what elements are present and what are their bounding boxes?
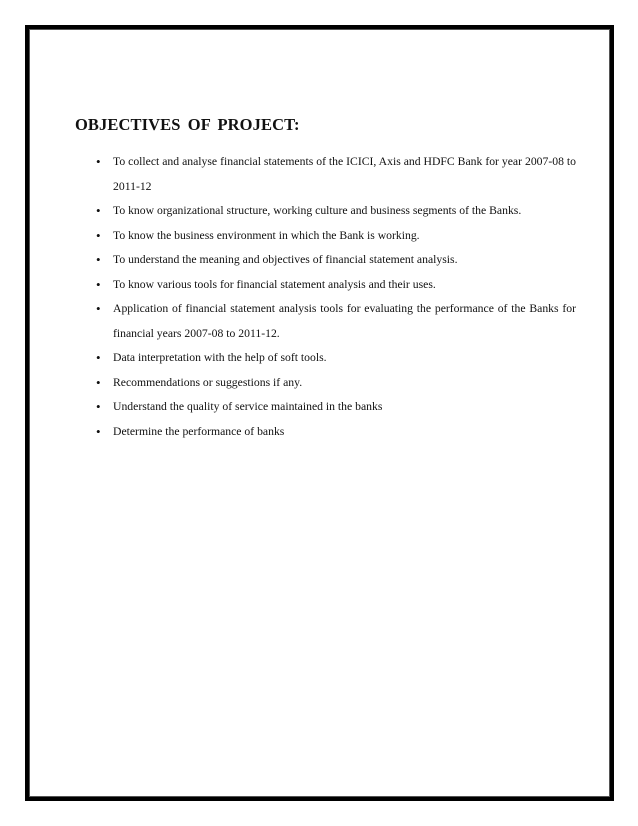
list-item-text: To know organizational structure, working culture and business segments of the Banks. (113, 204, 522, 217)
list-item-text: Data interpretation with the help of soft tools. (113, 351, 327, 364)
list-item-text: To know the business environment in which the Bank is working. (113, 228, 420, 242)
objectives-list (88, 150, 576, 444)
list-item-text: Application of financial statement analysis tools for evaluating the performance of the Banks for financial years 2007-08 to 2011-12. (113, 302, 576, 340)
bullet-icon: • (96, 423, 101, 439)
list-item-text: Recommendations or suggestions if any. (113, 375, 303, 389)
list-item (88, 420, 576, 445)
bullet-icon: • (96, 154, 101, 169)
list-item-text: To collect and analyse financial statements of the ICICI, Axis and HDFC Bank for year 2007-08 to 2011-12 (113, 155, 576, 193)
list-item (88, 346, 576, 371)
bullet-icon: • (96, 227, 101, 243)
list-item (88, 224, 576, 249)
bullet-icon: • (96, 350, 101, 365)
list-item (88, 297, 576, 346)
bullet-icon: • (96, 276, 101, 292)
bullet-icon: • (96, 374, 101, 390)
list-item-text: Determine the performance of banks (113, 424, 285, 438)
list-item-text: To know various tools for financial statement analysis and their uses. (113, 277, 436, 291)
list-item (88, 395, 576, 420)
list-item (88, 199, 576, 224)
list-item (88, 248, 576, 273)
page-title: OBJECTIVES OF PROJECT: (75, 115, 300, 134)
list-item (88, 150, 576, 199)
list-item-text: To understand the meaning and objectives of financial statement analysis. (113, 253, 458, 266)
bullet-icon: • (96, 301, 101, 316)
list-item (88, 273, 576, 298)
bullet-icon: • (96, 399, 101, 414)
bullet-icon: • (96, 203, 101, 218)
list-item-text: Understand the quality of service maintained in the banks (113, 400, 383, 413)
list-item (88, 371, 576, 396)
bullet-icon: • (96, 252, 101, 267)
